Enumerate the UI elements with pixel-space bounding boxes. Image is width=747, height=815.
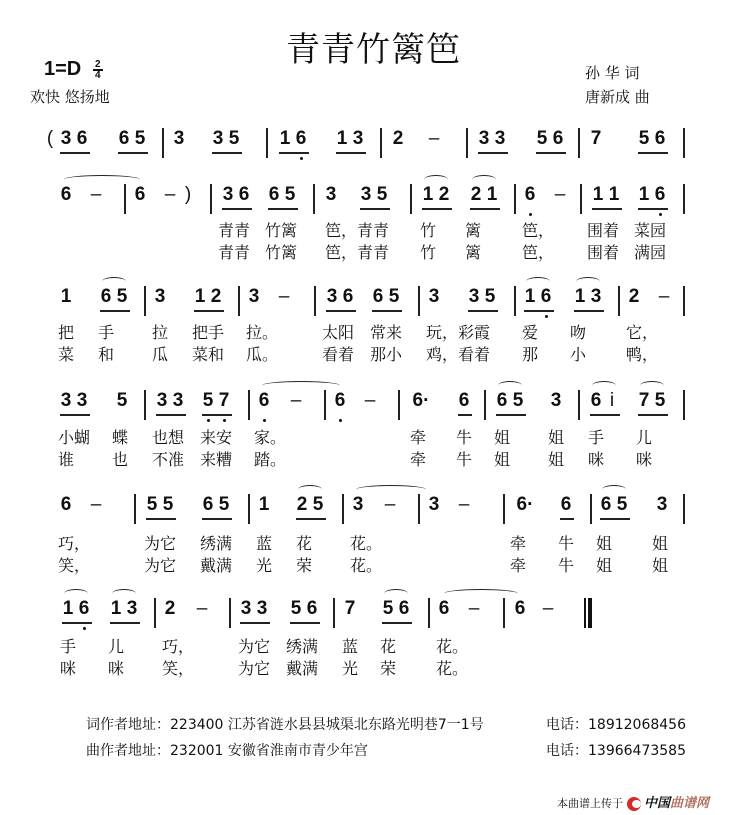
barline [514,286,516,316]
barline [503,494,505,524]
lyrics-row-3-verse-1: 把 手 拉 把手 拉。 太阳 常来 玩，彩霞 爱 吻 它， [58,323,659,342]
lyricist-address: 词作者地址：223400 江苏省涟水县县城渠北东路光明巷7一1号 [86,717,484,733]
open-paren: ( [46,128,54,149]
composer-address: 曲作者地址：232001 安徽省淮南市青少年宫 [86,743,368,759]
lyrics-row-6-verse-1: 手 儿 巧， 为它 绣满 蓝 花 花。 [60,637,469,656]
barline [683,128,685,158]
barline [503,598,505,628]
score-row-4: 3 3 5 3 3 5 7 6 – 6 – 6· 6 6 5 3 6 i 7 5 [0,390,747,430]
tempo-marking: 欢快 悠扬地 [30,88,110,106]
barline [248,390,250,420]
key-label: 1=D [44,58,82,80]
barline [333,598,335,628]
barline [134,494,136,524]
score-row-2: 6 – 6 – ) 3 6 6 5 3 3 5 1 2 2 1 6 – 1 1 1 6 [0,184,747,224]
lyricist-credit: 孙 华 词 [585,64,640,82]
barline [210,184,212,214]
barline [162,128,164,158]
time-signature: $\frac{2}{4}$ [93,60,103,80]
barline [229,598,231,628]
barline [314,286,316,316]
barline [266,128,268,158]
barline [380,128,382,158]
lyrics-row-2-verse-2: 青青 竹篱 笆，青青 竹 篱 笆， 围着 满园 [218,243,667,262]
barline [590,494,592,524]
barline [248,494,250,524]
composer-phone: 电话：13966473585 [546,743,686,759]
barline [398,390,400,420]
lyrics-row-4-verse-1: 小蝴 蝶 也想 来安 家。 牵 牛 姐 姐 手 儿 [58,428,653,447]
score-row-6: 1 6 1 3 2 – 3 3 5 6 7 5 6 6 – 6 – [0,598,747,638]
barline [324,390,326,420]
barline [144,286,146,316]
barline [514,184,516,214]
barline [683,184,685,214]
barline [578,128,580,158]
barline [466,128,468,158]
barline [578,390,580,420]
barline [342,494,344,524]
barline [238,286,240,316]
composer-credit: 唐新成 曲 [585,88,650,106]
site-logo-icon [627,797,641,811]
lyrics-row-3-verse-2: 菜 和 瓜 菜和 瓜。 看着 那小 鸡，看着 那 小 鸭， [58,345,659,364]
lyrics-row-2-verse-1: 青青 竹篱 笆，青青 竹 篱 笆， 围着 菜园 [218,221,667,240]
barline [418,494,420,524]
upload-credit: 本曲谱上传于 中国曲谱网 [557,796,710,811]
barline [618,286,620,316]
barline [124,184,126,214]
page-title: 青青竹篱笆 [286,30,461,70]
score-row-3: 1 6 5 3 1 2 3 – 3 6 6 5 3 3 5 1 6 1 3 2 – [0,286,747,326]
barline [410,184,412,214]
barline [683,494,685,524]
score-row-5: 6 – 5 5 6 5 1 2 5 3 – 3 – 6· 6 6 5 3 [0,494,747,534]
lyrics-row-5-verse-1: 巧， 为它 绣满 蓝 花 花。 牵 牛 姐 姐 [58,534,669,553]
barline [683,286,685,316]
lyricist-phone: 电话：18912068456 [546,717,686,733]
barline [144,390,146,420]
barline [428,598,430,628]
barline [154,598,156,628]
barline [313,184,315,214]
lyrics-row-4-verse-2: 谁 也 不准 来糟 踏。 牵 牛 姐 姐 咪 咪 [58,450,653,469]
barline [683,390,685,420]
lyrics-row-5-verse-2: 笑， 为它 戴满 光 荣 花。 牵 牛 姐 姐 [58,556,669,575]
barline [484,390,486,420]
key-signature [44,58,103,81]
score-row-1: ( 3 6 6 5 3 3 5 1 6 1 3 2 – 3 3 5 6 7 5 6 [0,128,747,168]
barline [580,184,582,214]
barline [418,286,420,316]
lyrics-row-6-verse-2: 咪 咪 笑， 为它 戴满 光 荣 花。 [60,659,469,678]
